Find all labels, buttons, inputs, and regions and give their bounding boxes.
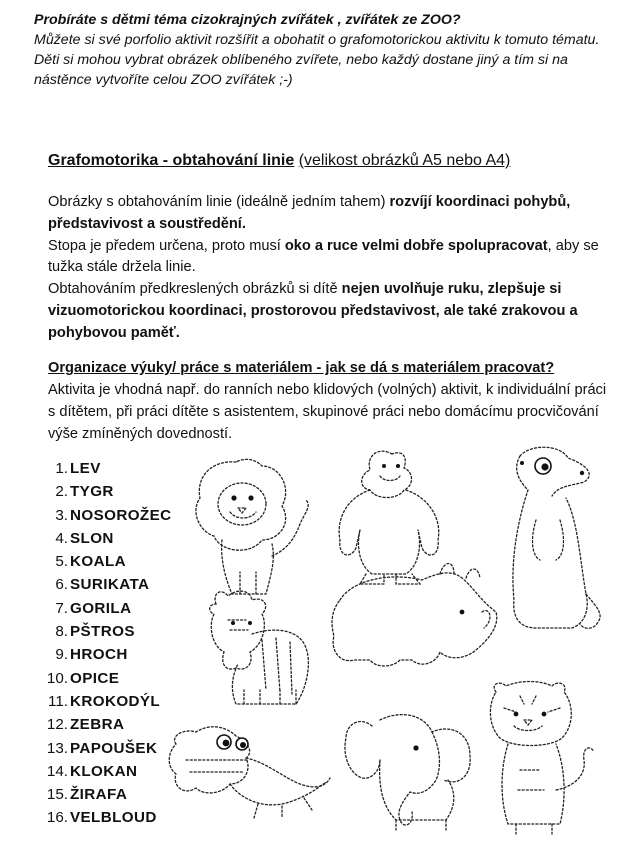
- text-run: Obrázky s obtahováním linie (ideálně jedním tahem): [48, 194, 390, 210]
- description-paragraph-2: [48, 236, 613, 280]
- list-item-number: 14.: [46, 762, 68, 780]
- list-item-number: 6.: [55, 576, 68, 594]
- list-item-number: 13.: [46, 739, 68, 757]
- list-item-name: VELBLOUD: [70, 809, 157, 827]
- list-item: [40, 550, 171, 573]
- organization-text: Aktivita je vhodná např. do ranních nebo klidových (volných) aktivit, k individuální práci s dítětem, při práci dítěte s asistentem, skupinové práci nebo domácímu procvičování výše zmíněných dovedností.: [48, 382, 607, 442]
- list-item: [40, 806, 171, 829]
- list-item-name: GORILA: [70, 599, 132, 617]
- list-item-number: 12.: [46, 716, 68, 734]
- gorilla-illustration: [339, 451, 439, 584]
- list-item-name: SLON: [70, 529, 114, 547]
- section-title-size-note: (velikost obrázků A5 nebo A4): [298, 152, 511, 169]
- description-paragraph-1: [48, 192, 613, 236]
- list-item: [40, 643, 171, 666]
- list-item-number: 9.: [55, 646, 68, 664]
- list-item: [40, 504, 171, 527]
- animal-list: [40, 457, 171, 830]
- list-item-number: 5.: [55, 553, 68, 571]
- text-run-bold: oko a ruce velmi dobře spolupracovat: [284, 237, 548, 254]
- text-run-bold: rozvíjí koordinaci pohybů, představivost a soustředění.: [48, 194, 571, 232]
- text-run: Obtahováním předkreslených obrázků si dítě: [48, 281, 342, 298]
- intro-lead: Probíráte s dětmi téma cizokrajných zvířátek , zvířátek ze ZOO?: [34, 12, 461, 28]
- zebra-illustration: [210, 591, 309, 704]
- list-item-number: 1.: [55, 460, 68, 477]
- lion-illustration: [196, 459, 308, 594]
- list-item-number: 10.: [46, 669, 68, 687]
- list-item-name: HROCH: [70, 646, 128, 664]
- list-item-number: 2.: [55, 483, 68, 501]
- list-item-name: ZEBRA: [70, 716, 125, 734]
- list-item-name: OPICE: [70, 669, 120, 687]
- list-item: [40, 667, 171, 690]
- description: [48, 192, 613, 345]
- list-item: [40, 480, 171, 503]
- list-item-name: KLOKAN: [70, 762, 138, 780]
- list-item: [40, 597, 171, 620]
- list-item-name: TYGR: [70, 483, 114, 501]
- rhino-illustration: [332, 564, 497, 667]
- list-item-number: 3.: [55, 506, 68, 524]
- intro-note: [34, 10, 609, 90]
- list-item: [40, 573, 171, 596]
- list-item-name: LEV: [70, 460, 101, 477]
- list-item: [40, 713, 171, 736]
- list-item-number: 4.: [55, 529, 68, 547]
- organization-title: Organizace výuky/ práce s materiálem - jak se dá s materiálem pracovat?: [48, 360, 555, 376]
- list-item-name: KROKODÝL: [70, 692, 161, 710]
- list-item: [40, 783, 171, 806]
- section-title-main: Grafomotorika - obtahování linie: [48, 152, 295, 169]
- list-item-number: 8.: [55, 623, 68, 641]
- text-run-bold: nejen uvolňuje ruku, zlepšuje si vizuomotorickou koordinaci, prostorovou představivost, ale také zrakovou a pohybovou paměť.: [48, 281, 578, 341]
- meerkat-illustration: [513, 447, 600, 628]
- text-run: , aby se tužka stále držela linie.: [48, 237, 599, 276]
- section-title: [48, 150, 608, 172]
- list-item-name: PAPOUŠEK: [70, 739, 158, 757]
- list-item-name: PŠTROS: [70, 623, 135, 641]
- list-item: [40, 620, 171, 643]
- elephant-illustration: [345, 715, 470, 830]
- intro-text: Můžete si své porfolio aktivit rozšířit a obohatit o grafomotorickou aktivitu k tomuto tématu. Děti si mohou vybrat obrázek oblíbeného zvířete, nebo každý dostane jiný a tím si na nástěnce vytvoříte celou ZOO zvířátek ;-): [34, 32, 600, 88]
- list-item-name: NOSOROŽEC: [70, 506, 172, 524]
- text-run: Stopa je předem určena, proto musí: [48, 237, 285, 254]
- list-item-name: ŽIRAFA: [70, 786, 128, 804]
- crocodile-illustration: [169, 727, 330, 818]
- list-item-number: 11.: [48, 692, 68, 710]
- list-item: [40, 527, 171, 550]
- list-item: [40, 690, 171, 713]
- description-paragraph-3: [48, 279, 613, 344]
- list-item-number: 15.: [46, 786, 68, 804]
- list-item: [40, 457, 171, 480]
- list-item-number: 16.: [46, 809, 68, 827]
- tiger-illustration: [490, 682, 594, 835]
- list-item-number: 7.: [55, 599, 68, 617]
- list-item: [40, 760, 171, 783]
- list-item: [40, 737, 171, 760]
- list-item-name: SURIKATA: [70, 576, 150, 594]
- list-item-name: KOALA: [70, 553, 126, 571]
